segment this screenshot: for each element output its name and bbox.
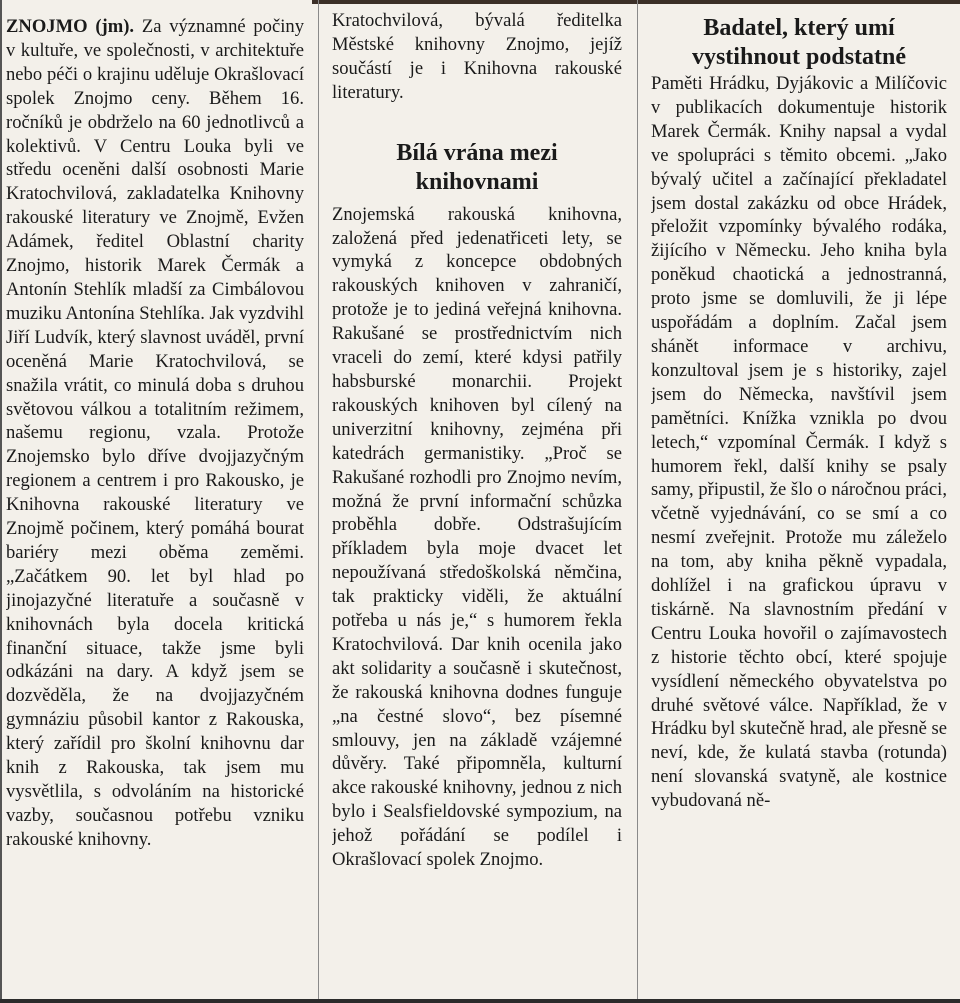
column-1-paragraph bbox=[6, 15, 304, 852]
left-edge bbox=[0, 0, 2, 1003]
subheading-researcher: Badatel, který umí vystihnout podstatné bbox=[691, 15, 907, 70]
subheading-block-3 bbox=[651, 0, 947, 72]
subheading-white-crow: Bílá vrána mezi knihovnami bbox=[396, 139, 558, 195]
column-1-text: Za významné počiny v kultuře, ve společnosti, v architektuře nebo péči o krajinu uděluje Okrašlovací spolek Znojmo ceny. Během 16. ročníků je obdrželo na 60 jednotlivců a kolektivů. V Centru Louka byli ve středu oceněni další osobnosti Marie Kratochvilová, zakladatelka Knihovny rakouské literatury ve Znojmě, Evžen Adámek, ředitel Oblastní charity Znojmo, historik Marek Čermák a Antonín Stehlík mladší za Cimbálovou muziku Antonína Stehlíka. Jak vyzdvihl Jiří Ludvík, který slavnost uváděl, první oceněná Marie Kratochvilová, se snažila vrátit, co minulá doba s druhou světovou válkou a totalitním režimem, našemu regionu, vzala. Protože Znojemsko bylo dříve dvojjazyčným regionem a centrem i pro Rakousko, je Knihovna rakouské literatury ve Znojmě počinem, který pomáhá bourat bariéry mezi oběma zeměmi. „Začátkem 90. let byl hlad po jinojazyčné literatuře a současně v knihovnách byla docela kritická finanční situace, takže jsme byli odkázáni na dary. A když jsem se dozvěděla, že na dvojjazyčném gymnáziu působil kantor z Rakouska, který zařídil pro školní knihovnu dar knih z Rakouska, tak jsem mu vysvětlila, s odvoláním na historické vazby, současnou potřebu vzniku rakouské knihovny. bbox=[6, 16, 304, 850]
column-2-text: Znojemská rakouská knihovna, založená před jedenatřiceti lety, se vymyká z koncepce obdobných rakouských knihoven v zahraničí, protože je to jediná veřejná knihovna. Rakušané se prostřednictvím nich vraceli do zemí, které kdysi patřily habsburské monarchii. Projekt rakouských knihoven byl cílený na univerzitní knihovny, zejména při katedrách germanistiky. „Proč se Rakušané rozhodli pro Znojmo nevím, možná že první informační schůzka proběhla dobře. Odstrašujícím příkladem byla moje dvacet let nepoužívaná středoškolská němčina, tak prakticky viděli, že aktuální potřeba u nás je,“ s humorem řekla Kratochvilová. Dar knih ocenila jako akt solidarity a současně i skutečnost, že rakouská knihovna dodnes funguje „na čestné slovo“, bez písemné smlouvy, jen na základě vzájemné důvěry. Také připomněla, kulturní akce rakouské knihovny, jednou z nich bylo i Sealsfieldovské sympozium, na jehož pořádání se podílel i Okrašlovací spolek Znojmo. bbox=[332, 203, 622, 871]
column-2 bbox=[332, 0, 622, 1003]
dateline-kicker: ZNOJMO (jm). bbox=[6, 16, 135, 37]
column-3-text: Paměti Hrádku, Dyjákovic a Milíčovic v publikacích dokumentuje historik Marek Čermák. Knihy napsal a vydal ve spolupráci s těmito obcemi. „Jako bývalý učitel a začínající překladatel jsem dostal zakázku od obce Hrádek, přeložit vzpomínky bývalého rodáka, žijícího v Německu. Jeho kniha byla poněkud chaotická a jednostranná, proto jsme se domluvili, že ji lépe uspořádám a doplním. Začal jsem shánět informace v archivu, konzultoval jsem je s historiky, zajel jsem do Německa, navštívil jsem pamětníci. Knížka vznikla po dvou letech,“ vzpomínal Čermák. I když s humorem řekl, další knihy se psaly samy, připustil, že šlo o náročnou práci, včetně vyjednávání, co se smí a co nesmí zveřejnit. Protože mu záleželo na tom, aby kniha pěkně vypadala, dohlížel i na grafickou úpravu v tiskárně. Na slavnostním předání v Centru Louka hovořil o zajímavostech z historie těchto obcí, které spojuje vysídlení německého obyvatelstva po druhé světové válce. Například, že v Hrádku byl skutečně hrad, ale přesně se neví, kde, že kulatá stavba (rotunda) není slovanská svatyně, ale kostnice vybudovaná ně- bbox=[651, 73, 947, 812]
column-1 bbox=[6, 0, 304, 1003]
column-3 bbox=[651, 0, 947, 1003]
subheading-block-2 bbox=[332, 105, 622, 203]
bottom-border bbox=[0, 999, 960, 1003]
column-2-intro: Kratochvilová, bývalá ředitelka Městské knihovny Znojmo, jejíž součástí je i Knihovna rakouské literatury. bbox=[332, 10, 622, 103]
column-divider-1 bbox=[318, 0, 319, 1003]
column-divider-2 bbox=[637, 0, 638, 1003]
